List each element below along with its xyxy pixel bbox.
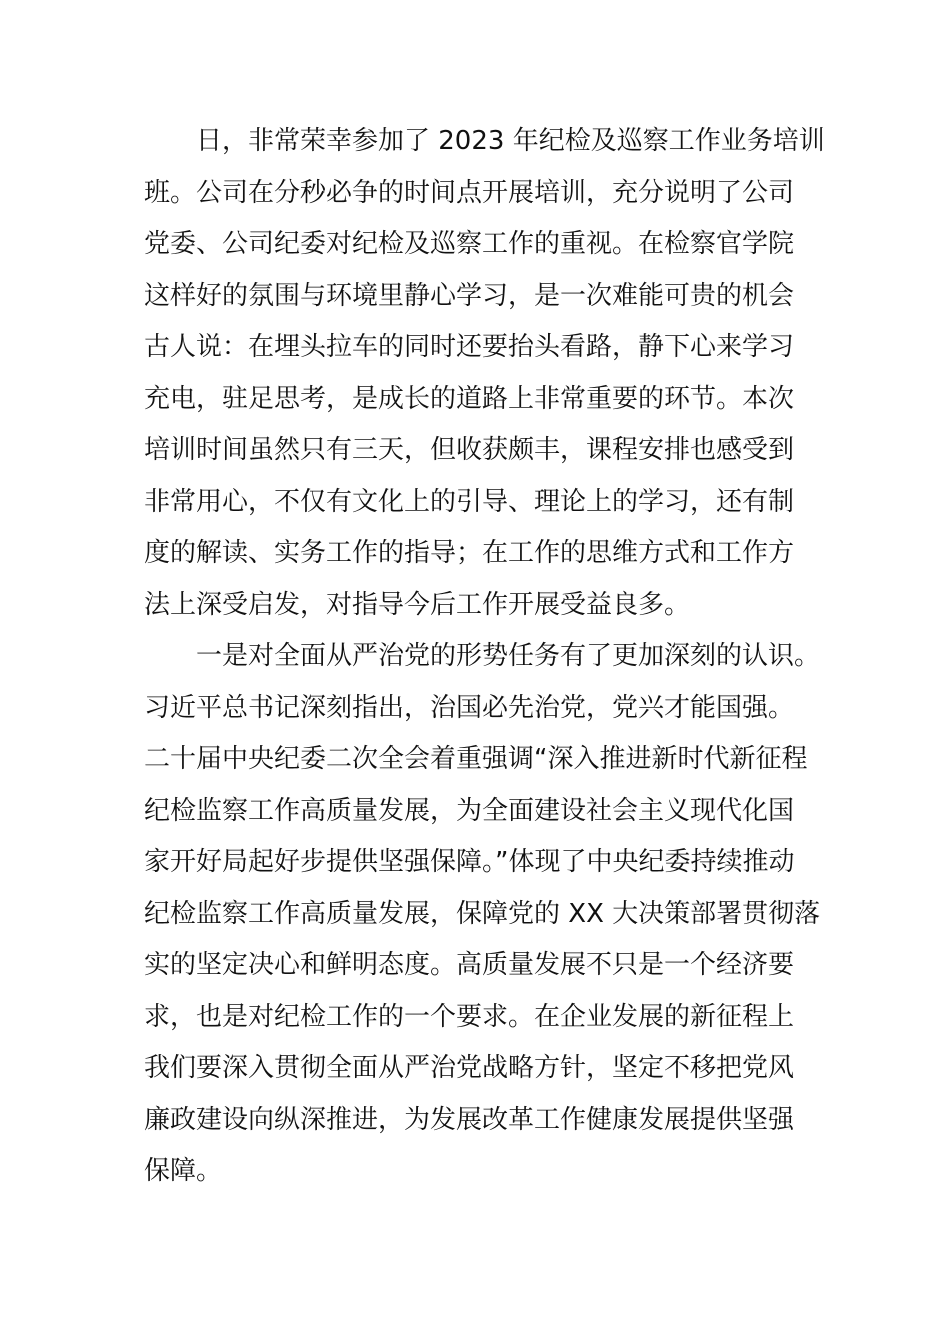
paragraph-training-summary: [144, 116, 834, 631]
text-line: 实的坚定决心和鲜明态度。高质量发展不只是一个经济要: [144, 950, 795, 980]
text-line: 保障。: [144, 1156, 223, 1186]
text-line: 纪检监察工作高质量发展，为全面建设社会主义现代化国: [144, 795, 795, 826]
text-line: 古人说：在埋头拉车的同时还要抬头看路，静下心来学习: [144, 332, 795, 362]
text-line: 纪检监察工作高质量发展，保障党的 XX 大决策部署贯彻落: [144, 898, 821, 929]
text-line: 家开好局起好步提供坚强保障。”体现了中央纪委持续推动: [144, 847, 795, 877]
text-line: 法上深受启发，对指导今后工作开展受益良多。: [144, 589, 691, 620]
text-line: 这样好的氛围与环境里静心学习，是一次难能可贵的机会: [144, 280, 795, 311]
paragraph-point-one: [144, 631, 834, 1198]
text-line: 一是对全面从严治党的形势任务有了更加深刻的认识。: [196, 641, 821, 671]
text-line: 日，非常荣幸参加了 2023 年纪检及巡察工作业务培训: [196, 126, 825, 156]
text-line: 党委、公司纪委对纪检及巡察工作的重视。在检察官学院: [144, 229, 795, 259]
text-line: 习近平总书记深刻指出，治国必先治党，党兴才能国强。: [144, 692, 795, 723]
text-line: 班。公司在分秒必争的时间点开展培训，充分说明了公司: [144, 177, 795, 208]
text-line: 求，也是对纪检工作的一个要求。在企业发展的新征程上: [144, 1001, 795, 1032]
text-line: 培训时间虽然只有三天，但收获颇丰，课程安排也感受到: [144, 435, 795, 465]
text-line: 非常用心，不仅有文化上的引导、理论上的学习，还有制: [144, 486, 795, 517]
text-line: 度的解读、实务工作的指导；在工作的思维方式和工作方: [144, 538, 795, 568]
document-body: [144, 116, 834, 1198]
text-line: 充电，驻足思考，是成长的道路上非常重要的环节。本次: [144, 383, 795, 414]
text-line: 我们要深入贯彻全面从严治党战略方针，坚定不移把党风: [144, 1053, 795, 1083]
text-line: 二十届中央纪委二次全会着重强调“深入推进新时代新征程: [144, 744, 808, 774]
text-line: 廉政建设向纵深推进，为发展改革工作健康发展提供坚强: [144, 1104, 795, 1135]
